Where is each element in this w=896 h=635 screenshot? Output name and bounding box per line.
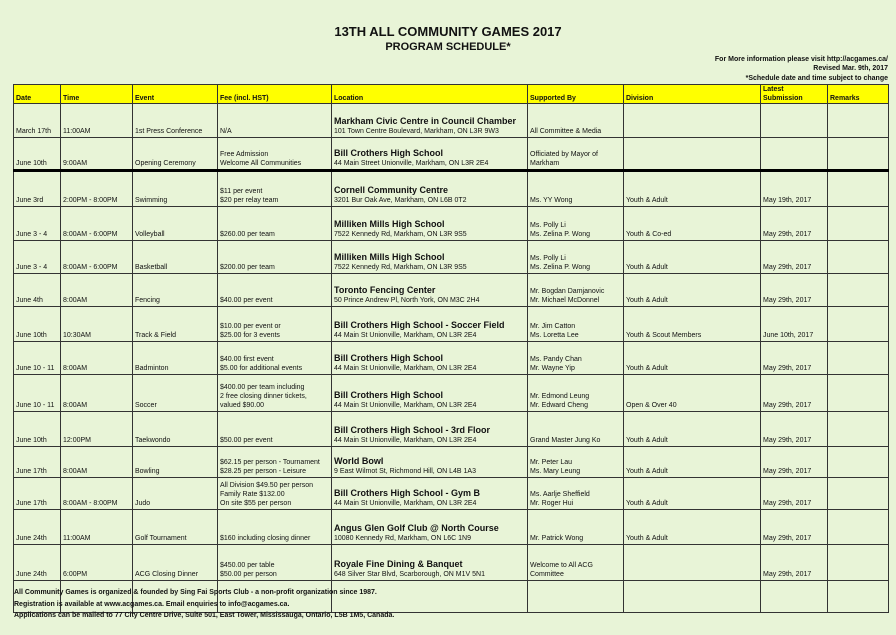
info-website: For More information please visit http://acgames.ca/ bbox=[714, 56, 888, 63]
cell-supported-by bbox=[528, 375, 624, 412]
cell-supported-by-line: Ms. Aarlje Sheffield bbox=[530, 491, 590, 498]
cell-fee-line: All Division $49.50 per person bbox=[220, 482, 313, 489]
cell-supported-by bbox=[528, 171, 624, 207]
cell-empty bbox=[624, 581, 761, 613]
cell-time: 8:00AM bbox=[61, 375, 133, 412]
cell-fee-line: $50.00 per person bbox=[220, 571, 277, 578]
cell-remarks bbox=[828, 104, 889, 138]
location-name: Bill Crothers High School bbox=[334, 353, 444, 363]
cell-empty bbox=[761, 581, 828, 613]
cell-supported-by-line: Officiated by Mayor of Markham bbox=[530, 151, 598, 167]
cell-date: June 4th bbox=[14, 274, 61, 307]
cell-supported-by bbox=[528, 274, 624, 307]
cell-supported-by bbox=[528, 241, 624, 274]
cell-fee-line: $62.15 per person - Tournament bbox=[220, 459, 320, 466]
cell-supported-by bbox=[528, 342, 624, 375]
cell-remarks bbox=[828, 307, 889, 342]
cell-supported-by-line: Grand Master Jung Ko bbox=[530, 437, 601, 444]
cell-fee bbox=[218, 545, 332, 581]
header-row bbox=[14, 85, 889, 104]
cell-supported-by bbox=[528, 138, 624, 171]
cell-remarks bbox=[828, 375, 889, 412]
cell-supported-by-line: Mr. Bogdan Damjanovic bbox=[530, 288, 605, 295]
location-address: 44 Main Street Unionville, Markham, ON L3R 2E4 bbox=[334, 160, 489, 167]
cell-time: 8:00AM - 8:00PM bbox=[61, 478, 133, 510]
location-address: 9 East Wilmot St, Richmond Hill, ON L4B 1A3 bbox=[334, 468, 476, 475]
cell-fee-line: $40.00 per event bbox=[220, 297, 273, 304]
table-row bbox=[14, 207, 889, 241]
cell-event: Golf Tournament bbox=[133, 510, 218, 545]
location-address: 7522 Kennedy Rd, Markham, ON L3R 9S5 bbox=[334, 231, 467, 238]
cell-location bbox=[332, 342, 528, 375]
cell-event: Track & Field bbox=[133, 307, 218, 342]
cell-location bbox=[332, 241, 528, 274]
cell-location bbox=[332, 104, 528, 138]
location-address: 10080 Kennedy Rd, Markham, ON L6C 1N9 bbox=[334, 535, 471, 542]
cell-supported-by bbox=[528, 545, 624, 581]
cell-fee-line: valued $90.00 bbox=[220, 402, 264, 409]
cell-fee bbox=[218, 171, 332, 207]
cell-date: June 24th bbox=[14, 545, 61, 581]
cell-fee-line: $50.00 per event bbox=[220, 437, 273, 444]
location-address: 44 Main St Unionville, Markham, ON L3R 2E4 bbox=[334, 500, 477, 507]
location-address: 44 Main St Unionville, Markham, ON L3R 2E4 bbox=[334, 365, 477, 372]
location-name: Milliken Mills High School bbox=[334, 219, 445, 229]
cell-division: Youth & Adult bbox=[624, 510, 761, 545]
cell-date: June 10 - 11 bbox=[14, 375, 61, 412]
cell-event: 1st Press Conference bbox=[133, 104, 218, 138]
cell-supported-by bbox=[528, 307, 624, 342]
cell-location bbox=[332, 545, 528, 581]
cell-latest-submission: May 29th, 2017 bbox=[761, 342, 828, 375]
cell-event: Swimming bbox=[133, 171, 218, 207]
cell-supported-by-line: Ms. Zelina P. Wong bbox=[530, 231, 591, 238]
footer-organizer: All Community Games is organized & founded by Sing Fai Sports Club - a non-profit organization since 1987. bbox=[14, 589, 377, 596]
col-header-time: Time bbox=[61, 85, 133, 104]
cell-supported-by-line: Mr. Wayne Yip bbox=[530, 365, 575, 372]
footer-registration: Registration is available at www.acgames.ca. Email enquiries to info@acgames.ca. bbox=[14, 601, 290, 608]
cell-division: Youth & Co-ed bbox=[624, 207, 761, 241]
location-address: 50 Prince Andrew Pl, North York, ON M3C 2H4 bbox=[334, 297, 480, 304]
cell-fee-line: $260.00 per team bbox=[220, 231, 275, 238]
cell-division: Youth & Adult bbox=[624, 274, 761, 307]
table-row bbox=[14, 510, 889, 545]
location-name: Milliken Mills High School bbox=[334, 252, 445, 262]
table-row bbox=[14, 375, 889, 412]
cell-latest-submission: May 29th, 2017 bbox=[761, 274, 828, 307]
table-row bbox=[14, 171, 889, 207]
cell-date: June 10th bbox=[14, 307, 61, 342]
cell-time: 6:00PM bbox=[61, 545, 133, 581]
cell-location bbox=[332, 412, 528, 447]
cell-fee-line: $11 per event bbox=[220, 188, 263, 195]
info-disclaimer: *Schedule date and time subject to change bbox=[745, 75, 888, 82]
cell-fee-line: $450.00 per table bbox=[220, 562, 275, 569]
page-subtitle: PROGRAM SCHEDULE* bbox=[385, 41, 511, 53]
cell-supported-by-line: Mr. Roger Hui bbox=[530, 500, 574, 507]
cell-latest-submission: May 29th, 2017 bbox=[761, 375, 828, 412]
cell-remarks bbox=[828, 274, 889, 307]
cell-fee-line: $5.00 for additional events bbox=[220, 365, 303, 372]
cell-fee-line: 2 free closing dinner tickets, bbox=[220, 393, 307, 400]
cell-fee bbox=[218, 478, 332, 510]
cell-supported-by bbox=[528, 447, 624, 478]
location-name: World Bowl bbox=[334, 456, 384, 466]
cell-latest-submission: May 29th, 2017 bbox=[761, 545, 828, 581]
col-header-date: Date bbox=[14, 85, 61, 104]
cell-time: 8:00AM - 6:00PM bbox=[61, 207, 133, 241]
cell-fee bbox=[218, 307, 332, 342]
table-row bbox=[14, 138, 889, 171]
col-header-latest-submission: Latest Submission bbox=[761, 85, 828, 104]
location-address: 44 Main St Unionville, Markham, ON L3R 2E4 bbox=[334, 437, 477, 444]
cell-supported-by-line: Ms. Zelina P. Wong bbox=[530, 264, 591, 271]
cell-event: ACG Closing Dinner bbox=[133, 545, 218, 581]
cell-time: 11:00AM bbox=[61, 104, 133, 138]
cell-supported-by-line: Welcome to All ACG bbox=[530, 562, 593, 569]
cell-time: 12:00PM bbox=[61, 412, 133, 447]
cell-latest-submission: May 29th, 2017 bbox=[761, 478, 828, 510]
cell-time: 11:00AM bbox=[61, 510, 133, 545]
cell-time: 2:00PM - 8:00PM bbox=[61, 171, 133, 207]
cell-event: Basketball bbox=[133, 241, 218, 274]
location-name: Bill Crothers High School - Gym B bbox=[334, 488, 481, 498]
cell-fee bbox=[218, 104, 332, 138]
table-row bbox=[14, 447, 889, 478]
cell-time: 8:00AM bbox=[61, 447, 133, 478]
cell-supported-by-line: Ms. Pandy Chan bbox=[530, 356, 582, 363]
table-row bbox=[14, 478, 889, 510]
cell-division: Youth & Adult bbox=[624, 478, 761, 510]
col-header-remarks: Remarks bbox=[828, 85, 889, 104]
cell-division bbox=[624, 138, 761, 171]
cell-division: Youth & Scout Members bbox=[624, 307, 761, 342]
location-address: 7522 Kennedy Rd, Markham, ON L3R 9S5 bbox=[334, 264, 467, 271]
table-row bbox=[14, 412, 889, 447]
cell-latest-submission bbox=[761, 104, 828, 138]
cell-event: Bowling bbox=[133, 447, 218, 478]
cell-latest-submission: May 29th, 2017 bbox=[761, 510, 828, 545]
cell-supported-by bbox=[528, 207, 624, 241]
footer-mailing: Applications can be mailed to 77 City Centre Drive, Suite 501, East Tower, Mississauga, Ontario, L5B 1M5, Canada. bbox=[14, 612, 395, 619]
location-name: Royale Fine Dining & Banquet bbox=[334, 559, 463, 569]
cell-supported-by bbox=[528, 478, 624, 510]
cell-date: June 17th bbox=[14, 478, 61, 510]
cell-date: June 3 - 4 bbox=[14, 241, 61, 274]
cell-event: Soccer bbox=[133, 375, 218, 412]
location-address: 3201 Bur Oak Ave, Markham, ON L6B 0T2 bbox=[334, 197, 467, 204]
cell-fee bbox=[218, 207, 332, 241]
cell-division: Open & Over 40 bbox=[624, 375, 761, 412]
cell-latest-submission: May 29th, 2017 bbox=[761, 207, 828, 241]
col-header-fee: Fee (incl. HST) bbox=[218, 85, 332, 104]
cell-date: June 3 - 4 bbox=[14, 207, 61, 241]
cell-fee-line: Family Rate $132.00 bbox=[220, 491, 285, 498]
location-address: 44 Main St Unionville, Markham, ON L3R 2E4 bbox=[334, 402, 477, 409]
cell-fee-line: $10.00 per event or bbox=[220, 323, 281, 330]
table-row bbox=[14, 241, 889, 274]
cell-supported-by-line: Mr. Jim Catton bbox=[530, 323, 576, 330]
cell-supported-by-line: Ms. Polly Li bbox=[530, 222, 566, 229]
cell-event: Opening Ceremony bbox=[133, 138, 218, 171]
cell-event: Volleyball bbox=[133, 207, 218, 241]
cell-fee bbox=[218, 138, 332, 171]
cell-fee-line: $20 per relay team bbox=[220, 197, 279, 204]
table-row bbox=[14, 342, 889, 375]
cell-fee bbox=[218, 510, 332, 545]
cell-fee-line: $28.25 per person - Leisure bbox=[220, 468, 306, 475]
cell-latest-submission: May 19th, 2017 bbox=[761, 171, 828, 207]
cell-location bbox=[332, 375, 528, 412]
cell-remarks bbox=[828, 171, 889, 207]
cell-supported-by-line: Mr. Patrick Wong bbox=[530, 535, 584, 542]
cell-event: Fencing bbox=[133, 274, 218, 307]
cell-supported-by-line: Ms. YY Wong bbox=[530, 197, 573, 204]
cell-division: Youth & Adult bbox=[624, 447, 761, 478]
location-address: 101 Town Centre Boulevard, Markham, ON L3R 9W3 bbox=[334, 128, 499, 135]
cell-empty bbox=[332, 581, 528, 613]
location-name: Toronto Fencing Center bbox=[334, 285, 436, 295]
cell-fee bbox=[218, 375, 332, 412]
cell-date: June 10th bbox=[14, 412, 61, 447]
cell-date: June 24th bbox=[14, 510, 61, 545]
location-name: Cornell Community Centre bbox=[334, 185, 449, 195]
cell-event: Badminton bbox=[133, 342, 218, 375]
cell-remarks bbox=[828, 545, 889, 581]
cell-time: 8:00AM bbox=[61, 342, 133, 375]
schedule-table bbox=[13, 84, 889, 613]
cell-supported-by-line: Mr. Michael McDonnel bbox=[530, 297, 600, 304]
page-title: 13TH ALL COMMUNITY GAMES 2017 bbox=[334, 24, 562, 39]
col-header-event: Event bbox=[133, 85, 218, 104]
location-name: Bill Crothers High School bbox=[334, 148, 444, 158]
cell-supported-by-line: All Committee & Media bbox=[530, 128, 602, 135]
location-name: Bill Crothers High School bbox=[334, 390, 444, 400]
table-row bbox=[14, 104, 889, 138]
cell-event: Judo bbox=[133, 478, 218, 510]
cell-remarks bbox=[828, 138, 889, 171]
cell-remarks bbox=[828, 412, 889, 447]
cell-latest-submission: June 10th, 2017 bbox=[761, 307, 828, 342]
cell-division: Youth & Adult bbox=[624, 171, 761, 207]
cell-empty bbox=[528, 581, 624, 613]
cell-fee-line: $160 including closing dinner bbox=[220, 535, 311, 542]
cell-supported-by-line: Mr. Peter Lau bbox=[530, 459, 573, 466]
cell-supported-by bbox=[528, 104, 624, 138]
cell-fee-line: $40.00 first event bbox=[220, 356, 274, 363]
cell-supported-by bbox=[528, 510, 624, 545]
cell-location bbox=[332, 447, 528, 478]
col-header-supported-by: Supported By bbox=[528, 85, 624, 104]
cell-empty bbox=[828, 581, 889, 613]
cell-time: 8:00AM - 6:00PM bbox=[61, 241, 133, 274]
cell-remarks bbox=[828, 207, 889, 241]
cell-latest-submission: May 29th, 2017 bbox=[761, 241, 828, 274]
location-address: 648 Silver Star Blvd, Scarborough, ON M1V 5N1 bbox=[334, 571, 485, 578]
cell-fee bbox=[218, 342, 332, 375]
cell-fee bbox=[218, 447, 332, 478]
location-name: Bill Crothers High School - Soccer Field bbox=[334, 320, 505, 330]
cell-division bbox=[624, 545, 761, 581]
cell-time: 9:00AM bbox=[61, 138, 133, 171]
cell-date: June 10 - 11 bbox=[14, 342, 61, 375]
cell-supported-by-line: Mr. Edward Cheng bbox=[530, 402, 588, 409]
cell-division: Youth & Adult bbox=[624, 412, 761, 447]
cell-location bbox=[332, 207, 528, 241]
cell-fee-line: On site $55 per person bbox=[220, 500, 292, 507]
cell-date: March 17th bbox=[14, 104, 61, 138]
cell-date: June 10th bbox=[14, 138, 61, 171]
cell-time: 8:00AM bbox=[61, 274, 133, 307]
table-row bbox=[14, 545, 889, 581]
info-revised: Revised Mar. 9th, 2017 bbox=[813, 65, 888, 72]
cell-fee-line: N/A bbox=[220, 128, 232, 135]
cell-remarks bbox=[828, 447, 889, 478]
cell-location bbox=[332, 274, 528, 307]
col-header-division: Division bbox=[624, 85, 761, 104]
cell-fee bbox=[218, 412, 332, 447]
location-name: Angus Glen Golf Club @ North Course bbox=[334, 523, 499, 533]
location-address: 44 Main St Unionville, Markham, ON L3R 2E4 bbox=[334, 332, 477, 339]
table-row bbox=[14, 274, 889, 307]
cell-latest-submission bbox=[761, 138, 828, 171]
cell-supported-by bbox=[528, 412, 624, 447]
cell-fee-line: Free Admission bbox=[220, 151, 269, 158]
cell-location bbox=[332, 478, 528, 510]
cell-location bbox=[332, 510, 528, 545]
cell-fee-line: $400.00 per team including bbox=[220, 384, 305, 391]
cell-division: Youth & Adult bbox=[624, 342, 761, 375]
cell-fee bbox=[218, 274, 332, 307]
cell-location bbox=[332, 307, 528, 342]
cell-latest-submission: May 29th, 2017 bbox=[761, 447, 828, 478]
cell-division bbox=[624, 104, 761, 138]
cell-supported-by-line: Ms. Polly Li bbox=[530, 255, 566, 262]
col-header-location: Location bbox=[332, 85, 528, 104]
cell-remarks bbox=[828, 241, 889, 274]
cell-remarks bbox=[828, 510, 889, 545]
schedule-body bbox=[14, 104, 889, 613]
cell-supported-by-line: Mr. Edmond Leung bbox=[530, 393, 590, 400]
cell-location bbox=[332, 138, 528, 171]
cell-fee-line: $200.00 per team bbox=[220, 264, 275, 271]
cell-supported-by-line: Committee bbox=[530, 571, 564, 578]
cell-date: June 17th bbox=[14, 447, 61, 478]
cell-fee bbox=[218, 241, 332, 274]
cell-remarks bbox=[828, 478, 889, 510]
cell-event: Taekwondo bbox=[133, 412, 218, 447]
cell-date: June 3rd bbox=[14, 171, 61, 207]
location-name: Bill Crothers High School - 3rd Floor bbox=[334, 425, 491, 435]
location-name: Markham Civic Centre in Council Chamber bbox=[334, 116, 517, 126]
cell-remarks bbox=[828, 342, 889, 375]
cell-division: Youth & Adult bbox=[624, 241, 761, 274]
cell-supported-by-line: Ms. Loretta Lee bbox=[530, 332, 579, 339]
cell-fee-line: $25.00 for 3 events bbox=[220, 332, 280, 339]
cell-supported-by-line: Ms. Mary Leung bbox=[530, 468, 581, 475]
cell-time: 10:30AM bbox=[61, 307, 133, 342]
cell-latest-submission: May 29th, 2017 bbox=[761, 412, 828, 447]
cell-location bbox=[332, 171, 528, 207]
cell-fee-line: Welcome All Communities bbox=[220, 160, 302, 167]
table-row bbox=[14, 307, 889, 342]
